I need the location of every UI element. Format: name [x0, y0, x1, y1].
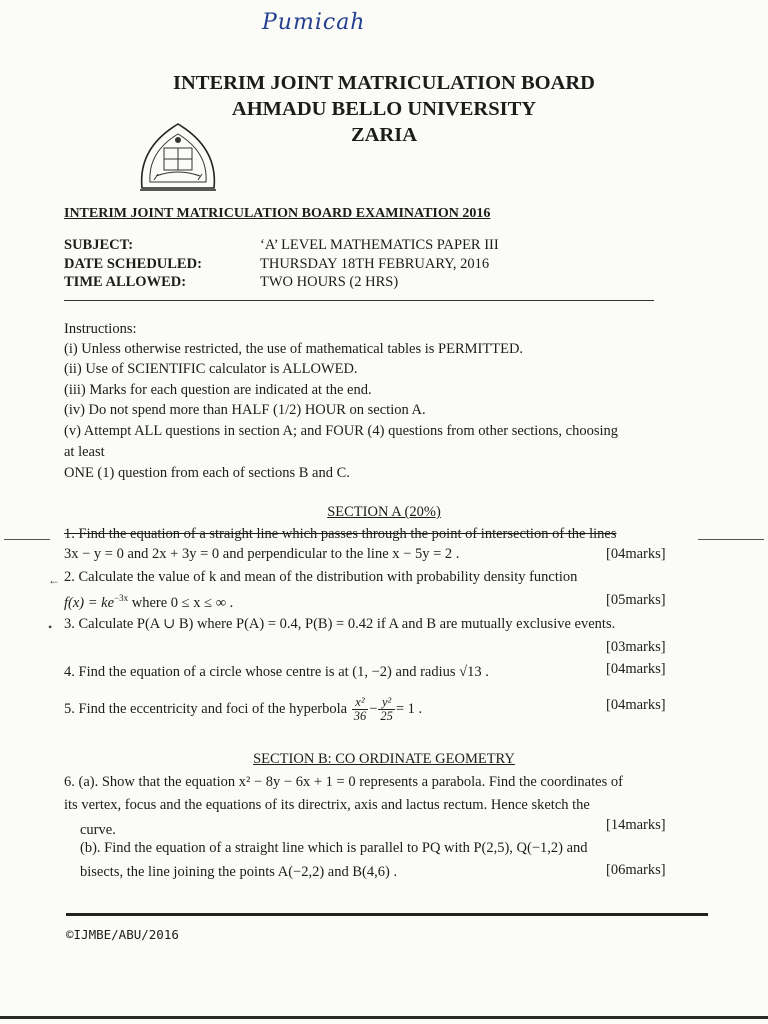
fraction-y — [378, 696, 395, 723]
scan-edge — [0, 1016, 768, 1019]
time-label: TIME ALLOWED: — [64, 274, 187, 290]
exam-title: INTERIM JOINT MATRICULATION BOARD EXAMINATION 2016 — [64, 206, 491, 221]
question-5-text: 5. Find the eccentricity and foci of the hyperbola — [64, 700, 348, 717]
question-6a-cont: its vertex, focus and the equations of its directrix, axis and lactus rectum. Hence sketch the — [64, 797, 590, 813]
subject-label: SUBJECT: — [64, 237, 134, 253]
fraction-numerator: x² — [352, 696, 369, 710]
margin-bullet: • — [48, 620, 53, 634]
question-3: 3. Calculate P(A ∪ B) where P(A) = 0.4, P(B) = 0.42 if A and B are mutually exclusive events. — [64, 616, 616, 632]
footer-copyright: ©IJMBE/ABU/2016 — [66, 927, 179, 942]
question-4: 4. Find the equation of a circle whose centre is at (1, −2) and radius √13 . — [64, 664, 489, 680]
date-label: DATE SCHEDULED: — [64, 256, 202, 272]
instruction-v-end: ONE (1) question from each of sections B and C. — [64, 465, 350, 481]
instruction-iii: (iii) Marks for each question are indicated at the end. — [64, 382, 372, 398]
question-2-marks: [05marks] — [606, 592, 666, 608]
handwritten-name: Pumicah — [262, 10, 366, 35]
instructions-title: Instructions: — [64, 321, 137, 337]
fraction-x — [352, 696, 369, 723]
question-6a-end: curve. — [80, 822, 116, 838]
fraction-denominator: 36 — [353, 709, 367, 723]
question-6b: (b). Find the equation of a straight line which is parallel to PQ with P(2,5), Q(−1,2) and — [80, 840, 588, 856]
question-5-marks: [04marks] — [606, 697, 666, 713]
question-3-marks: [03marks] — [606, 639, 666, 655]
question-6a: 6. (a). Show that the equation x² − 8y − 6x + 1 = 0 represents a parabola. Find the coordinates of — [64, 774, 623, 790]
time-value: TWO HOURS (2 HRS) — [260, 274, 399, 290]
question-5: 5. Find the eccentricity and foci of the hyperbola $\frac{\text{x²}}{36}$ − $\frac{\text{y²}}{25}$ = 1 . — [64, 695, 423, 723]
question-2: 2. Calculate the value of k and mean of the distribution with probability density function — [64, 569, 578, 585]
question-6b-cont: bisects, the line joining the points A(−2,2) and B(4,6) . — [80, 864, 398, 880]
question-2-formula — [64, 593, 233, 612]
city-name: ZARIA — [350, 124, 418, 146]
subject-value: ‘A’ LEVEL MATHEMATICS PAPER III — [260, 237, 499, 253]
fraction-denominator: 25 — [380, 709, 393, 723]
margin-mark — [698, 539, 764, 540]
instruction-v-cont: at least — [64, 444, 105, 460]
question-6a-marks: [14marks] — [606, 817, 666, 833]
question-1-marks: [04marks] — [606, 546, 666, 562]
date-value: THURSDAY 18TH FEBRUARY, 2016 — [260, 256, 490, 272]
margin-mark — [4, 539, 50, 540]
instruction-ii: (ii) Use of SCIENTIFIC calculator is ALLOWED. — [64, 361, 358, 377]
pdf-exponent: −3x — [114, 593, 129, 603]
section-a-heading: SECTION A (20%) — [327, 504, 441, 520]
question-1-cont: 3x − y = 0 and 2x + 3y = 0 and perpendicular to the line x − 5y = 2 . — [64, 546, 460, 562]
question-1: 1. Find the equation of a straight line which passes through the point of intersection of the lines — [64, 526, 617, 542]
pdf-domain: where 0 ≤ x ≤ ∞ . — [128, 594, 234, 611]
hyperbola-equals: = 1 . — [395, 700, 423, 717]
instruction-i: (i) Unless otherwise restricted, the use of mathematical tables is PERMITTED. — [64, 341, 524, 357]
board-name: INTERIM JOINT MATRICULATION BOARD — [172, 72, 595, 94]
instruction-iv: (iv) Do not spend more than HALF (1/2) HOUR on section A. — [64, 402, 426, 418]
university-name: AHMADU BELLO UNIVERSITY — [231, 98, 537, 120]
margin-bullet: ← — [48, 573, 60, 587]
section-b-heading: SECTION B: CO ORDINATE GEOMETRY — [253, 751, 515, 767]
fraction-numerator: y² — [378, 696, 395, 710]
question-6b-marks: [06marks] — [606, 862, 666, 878]
footer-divider — [66, 913, 708, 916]
instruction-v: (v) Attempt ALL questions in section A; and FOUR (4) questions from other sections, choosing — [64, 423, 619, 439]
header-divider — [64, 300, 654, 301]
question-4-marks: [04marks] — [606, 661, 666, 677]
university-crest-icon — [134, 118, 222, 196]
pdf-expression: f(x) = ke — [64, 594, 115, 611]
